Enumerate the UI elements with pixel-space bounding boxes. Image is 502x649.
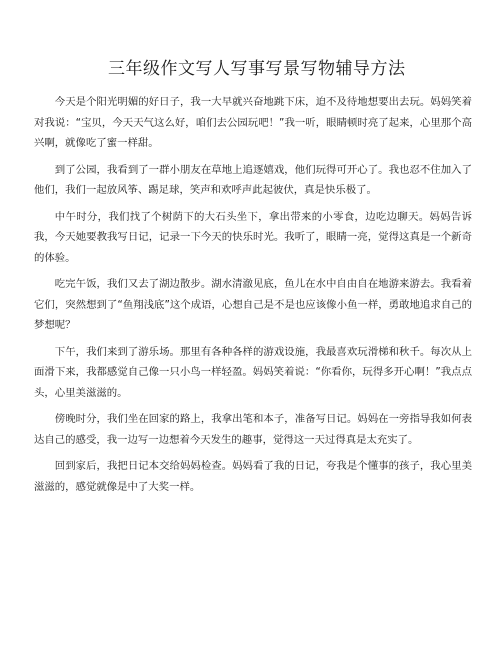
- paragraph-3: 中午时分，我们找了个树荫下的大石头坐下，拿出带来的小零食，边吃边聊天。妈妈告诉我，今天她要教我写日记，记录一下今天的快乐时光。我听了，眼睛一亮，觉得这真是一个新奇的体验。: [34, 210, 472, 264]
- paragraph-2: 到了公园，我看到了一群小朋友在草地上追逐嬉戏，他们玩得可开心了。我也忍不住加入了他们，我们一起放风筝、踢足球，笑声和欢呼声此起彼伏，真是快乐极了。: [34, 163, 472, 196]
- paragraph-7: 回到家后，我把日记本交给妈妈检查。妈妈看了我的日记，夸我是个懂事的孩子，我心里美滋滋的，感觉就像是中了大奖一样。: [34, 460, 472, 493]
- paragraph-4: 吃完午饭，我们又去了湖边散步。湖水清澈见底，鱼儿在水中自由自在地游来游去。我看着它们，突然想到了“鱼翔浅底”这个成语，心想自己是不是也应该像小鱼一样，勇敢地追求自己的梦想呢？: [34, 278, 472, 331]
- paragraph-1: 今天是个阳光明媚的好日子，我一大早就兴奋地跳下床，迫不及待地想要出去玩。妈妈笑着对我说：“宝贝，今天天气这么好，咱们去公园玩吧！”我一听，眼睛顿时亮了起来，心里那个高兴啊，就像吃了蜜一样甜。: [34, 96, 472, 149]
- paragraph-6: 傍晚时分，我们坐在回家的路上，我拿出笔和本子，准备写日记。妈妈在一旁指导我如何表达自己的感受，我一边写一边想着今天发生的趣事，觉得这一天过得真是太充实了。: [34, 413, 472, 446]
- document-title: 三年级作文写人写事写景写物辅导方法: [108, 59, 406, 79]
- paragraph-5: 下午，我们来到了游乐场。那里有各种各样的游戏设施，我最喜欢玩滑梯和秋千。每次从上面滑下来，我都感觉自己像一只小鸟一样轻盈。妈妈笑着说：“你看你，玩得多开心啊！”我点点头，心里美滋滋的。: [34, 345, 472, 399]
